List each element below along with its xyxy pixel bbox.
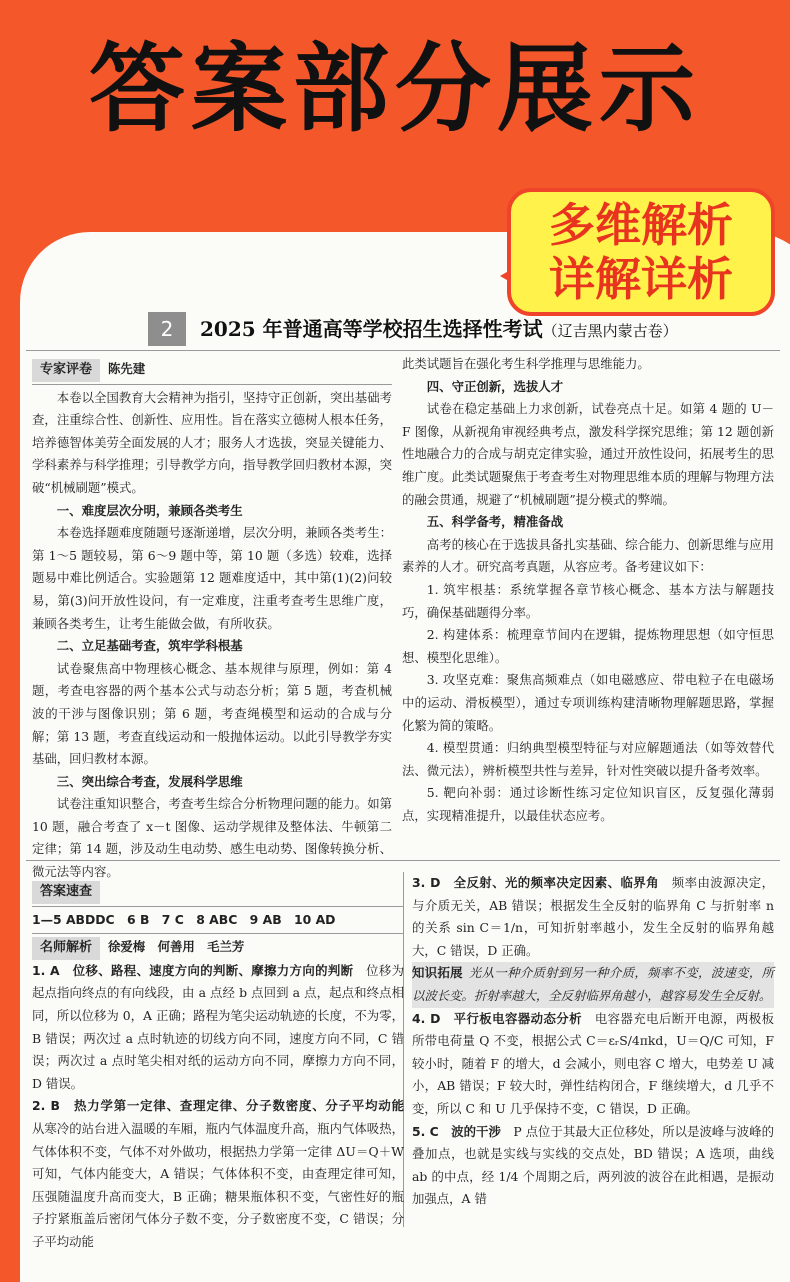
bubble-line-1: 多维解析	[549, 198, 733, 252]
tip-text: 光从一种介质射到另一种介质，频率不变，波速变，所以波长变。折射率越大，全反射临界角越小，越容易发生全反射。	[412, 965, 775, 1003]
q4-heading: 4. D 平行板电容器动态分析	[412, 1010, 582, 1026]
section-5-heading: 五、科学备考，精准备战	[426, 514, 564, 530]
exam-region: （辽吉黑内蒙古卷）	[542, 322, 678, 340]
banner-title: 答案部分展示	[89, 33, 701, 145]
review-left-column	[32, 358, 392, 884]
answers-rule	[32, 906, 404, 907]
section-divider	[26, 860, 780, 861]
review-author: 陈先建	[108, 361, 146, 376]
review-intro: 本卷以全国教育大会精神为指引，坚持守正创新，突出基础考查，注重综合性、创新性、应用性。旨在落实立德树人根本任务，培养德智体美劳全面发展的人才；服务人才选拔，突显关键能力、学科素养与科学推理；引导教学方向，指导教学回归教材本源，突破“机械刷题”模式。	[32, 389, 392, 495]
section-4-text: 试卷在稳定基础上力求创新，试卷亮点十足。如第 4 题的 U－F 图像，从新视角审视经典考点，激发科学探究思维；第 12 题创新性地融合力的合成与胡克定律实验，通过开放性设问，拓展考生的思维广度。此类试题聚焦于考查考生对物理思维本质的理解与物理方法的融会贯通，规避了“机械刷题”提分模式的弊端。	[402, 401, 774, 507]
section-3-continued: 此类试题旨在强化考生科学推理与思维能力。	[402, 356, 650, 371]
tip-2: 2. 构建体系：梳理章节间内在逻辑，提炼物理思想（如守恒思想、模型化思维）。	[402, 627, 774, 665]
bubble-line-2: 详解详析	[549, 252, 733, 306]
analysis-right-column	[412, 872, 774, 1211]
q1-heading: 1. A 位移、路程、速度方向的判断、摩擦力方向的判断	[32, 962, 354, 978]
analysis-label: 名师解析	[32, 937, 100, 960]
analysis-rule	[32, 933, 404, 934]
banner	[0, 0, 790, 190]
section-3-heading: 三、突出综合考查，发展科学思维	[56, 773, 243, 789]
header-rule	[26, 350, 780, 351]
exam-title	[200, 310, 678, 350]
analysis-authors: 徐爱梅 何善用 毛兰芳	[108, 939, 245, 955]
answers-label: 答案速查	[32, 881, 100, 904]
q3-heading: 3. D 全反射、光的频率决定因素、临界角	[412, 875, 659, 890]
analysis-left-column	[32, 880, 404, 1254]
section-5-text: 高考的核心在于选拔具备扎实基础、综合能力、创新思维与应用素养的人才。研究高考真题，从容应考。备考建议如下：	[402, 536, 774, 575]
q2-heading: 2. B 热力学第一定律、查理定律、分子数密度、分子平均动能	[32, 1098, 404, 1114]
highlight-bubble	[507, 188, 775, 316]
tip-3: 3. 攻坚克难：聚焦高频难点（如电磁感应、带电粒子在电磁场中的运动、滑板模型），通过专项训练构建清晰物理解题思路，掌握化繁为简的策略。	[402, 672, 774, 733]
q3-text: 频率由波源决定，与介质无关，AB 错误；根据发生全反射的临界角 C 与折射率 n 的关系 sin C＝1/n，可知折射率越小，发生全反射的临界角越大，C 错误，D 正确。	[412, 875, 775, 958]
section-3-text: 试卷注重知识整合，考查考生综合分析物理问题的能力。如第 10 题，融合考查了 x－t 图像、运动学规律及整体法、牛顿第二定律；第 14 题，涉及动生电动势、感生电动势、图像转换分析、微元法等内容。	[32, 796, 392, 880]
review-right-column	[402, 353, 774, 827]
tip-label: 知识拓展	[412, 965, 463, 981]
q1-text: 位移为起点指向终点的有向线段，由 a 点经 b 点回到 a 点，起点和终点相同，所以位移为 0，A 正确；路程为笔尖运动轨迹的长度，不为零，B 错误；两次过 a 点时轨迹的切线方向不同，速度方向不同，C 错误；两次过 a 点时笔尖相对纸的运动方向不同，摩擦力方向不同，D 错误。	[32, 962, 405, 1091]
review-label: 专家评卷	[32, 359, 100, 382]
tip-4: 4. 模型贯通：归纳典型模型特征与对应解题通法（如等效替代法、微元法），辨析模型共性与差异，针对性突破以提升备考效率。	[402, 740, 774, 778]
exam-title-text: 2025 年普通高等学校招生选择性考试	[200, 317, 543, 341]
knowledge-tip	[412, 962, 774, 1007]
answer-keys: 1—5 ABDDC 6 B 7 C 8 ABC 9 AB 10 AD	[32, 911, 336, 927]
section-1-text: 本卷选择题难度随题号逐渐递增，层次分明，兼顾各类考生：第 1～5 题较易，第 6～9 题中等，第 10 题（多选）较难，选择题易中难比例适合。实验题第 12 题难度适中，其中第(1)(2)问较易，第(3)问开放性设问，有一定难度，注重考查考生思维广度，兼顾各类考生，让考生能做会做，有所收获。	[32, 525, 392, 631]
q5-heading: 5. C 波的干涉	[412, 1123, 501, 1139]
exam-number: 2	[148, 312, 186, 346]
q2-text: 从寒冷的站台进入温暖的车厢，瓶内气体温度升高，瓶内气体吸热，气体体积不变，气体不对外做功，根据热力学第一定律 ΔU＝Q＋W 可知，气体内能变大，A 错误；气体体积不变，由查理定律可知，压强随温度升高而变大，B 正确；糖果瓶体积不变，气密性好的瓶子拧紧瓶盖后密闭气体分子数不变，分子数密度不变，C 错误；分子平均动能	[32, 1120, 404, 1249]
section-1-heading: 一、难度层次分明，兼顾各类考生	[56, 502, 243, 518]
tip-5: 5. 靶向补弱：通过诊断性练习定位知识盲区，反复强化薄弱点，实现精准提升，以最佳状态应考。	[402, 785, 774, 823]
q5-text: P 点位于其最大正位移处，所以是波峰与波峰的叠加点，也就是实线与实线的交点处，BD 错误；A 选项，曲线 ab 的中点，经 1/4 个周期之后，两列波的波谷在此相遇，是振动加强点，A 错	[412, 1123, 774, 1207]
section-2-text: 试卷聚焦高中物理核心概念、基本规律与原理，例如：第 4 题，考查电容器的两个基本公式与动态分析；第 5 题，考查机械波的干涉与图像识别；第 6 题，考查绳模型和运动的合成与分解；第 13 题，考查直线运动和一般抛体运动。以此引导教学夯实基础，回归教材本源。	[32, 660, 392, 767]
q4-text: 电容器充电后断开电源，两极板所带电荷量 Q 不变，根据公式 C＝εᵣS/4πkd，U＝Q/C 可知，F 较小时，随着 F 的增大，d 会减小，则电容 C 增大，电势差 U 减小，AB 错误；F 较大时，弹性结构闭合，F 继续增大，d 几乎不变，所以 C 和 U 几乎保持不变，C 错误，D 正确。	[412, 1010, 775, 1116]
tip-1: 1. 筑牢根基：系统掌握各章节核心概念、基本方法与解题技巧，确保基础题得分率。	[402, 581, 774, 620]
section-2-heading: 二、立足基础考查，筑牢学科根基	[56, 638, 243, 654]
review-rule	[32, 384, 392, 385]
section-4-heading: 四、守正创新，选拔人才	[426, 378, 564, 394]
